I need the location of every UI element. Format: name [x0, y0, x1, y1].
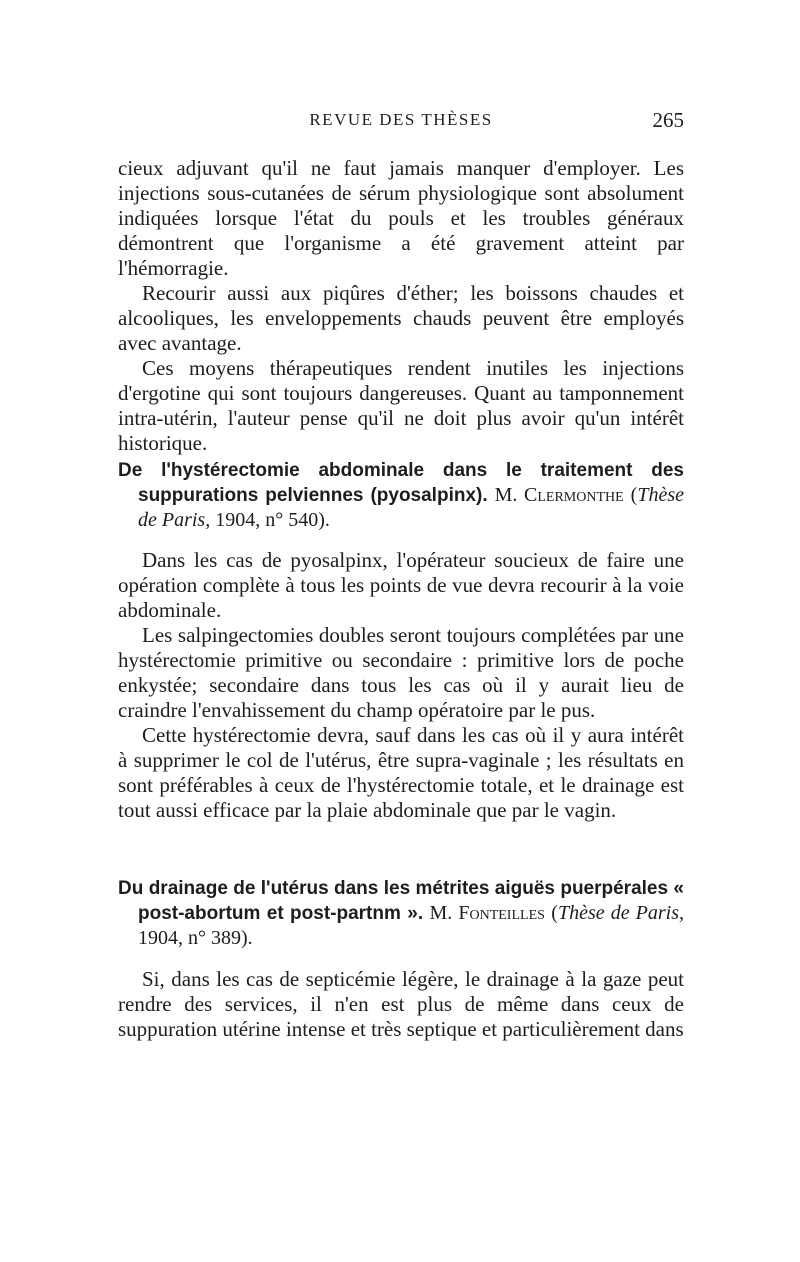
paragraph: cieux adjuvant qu'il ne faut jamais manquer d'employer. Les injections sous-cutanées de sérum physiologique sont absolument indiquées lorsque l'état du pouls et les troubles généraux démontrent que l'organisme a été gravement atteint par l'hémorragie. [118, 156, 684, 280]
reference-number: 1904, n° 540). [210, 509, 330, 531]
reference-number: 1904, n° 389). [138, 927, 253, 949]
running-title: REVUE DES THÈSES [309, 110, 493, 129]
section-text [118, 548, 684, 823]
author-name: M. Fonteilles [429, 902, 545, 924]
author-name: M. Clermonthe [494, 484, 624, 506]
reference-bracket: ( [551, 902, 558, 924]
paragraph: Ces moyens thérapeutiques rendent inutiles les injections d'ergotine qui sont toujours dangereuses. Quant au tamponnement intra-utérin, l'auteur pense qu'il ne doit plus avoir qu'un intérêt historique. [118, 356, 684, 455]
section-title: Du drainage de l'utérus dans les métrites aiguës puerpérales « post-abortum et post-partnm ». [118, 878, 684, 924]
section-heading [118, 876, 684, 951]
reference-source: Thèse de Paris, [557, 902, 685, 924]
section-text [118, 967, 684, 1042]
section-title: De l'hystérectomie abdominale dans le traitement des suppurations pelviennes (pyosalpinx). [118, 460, 684, 506]
paragraph: Les salpingectomies doubles seront toujours complétées par une hystérectomie primitive ou secondaire : primitive lors de poche enkystée; secondaire dans tous les cas où il y aurait lieu de craindre l'envahissement du champ opératoire par le pus. [118, 623, 684, 722]
page-number: 265 [652, 108, 684, 132]
paragraph: Recourir aussi aux piqûres d'éther; les boissons chaudes et alcooliques, les enveloppements chauds peuvent être employés avec avantage. [118, 281, 684, 355]
heading-line [118, 876, 684, 951]
heading-line [118, 458, 684, 533]
section-heading [118, 458, 684, 533]
paragraph: Cette hystérectomie devra, sauf dans les cas où il y aura intérêt à supprimer le col de l'utérus, être supra-vaginale ; les résultats en sont préférables à ceux de l'hystérectomie totale, et le drainage est tout aussi efficace par la plaie abdominale que par le vagin. [118, 723, 684, 822]
reference-source: Thèse de Paris, [138, 484, 684, 531]
reference-bracket: ( [630, 484, 638, 506]
intro-text [118, 156, 684, 456]
paragraph: Si, dans les cas de septicémie légère, le drainage à la gaze peut rendre des services, il n'en est plus de même dans ceux de suppuration utérine intense et très septique et particulièrement dans [118, 967, 684, 1041]
running-header [118, 110, 684, 138]
paragraph: Dans les cas de pyosalpinx, l'opérateur soucieux de faire une opération complète à tous les points de vue devra recourir à la voie abdominale. [118, 548, 684, 622]
